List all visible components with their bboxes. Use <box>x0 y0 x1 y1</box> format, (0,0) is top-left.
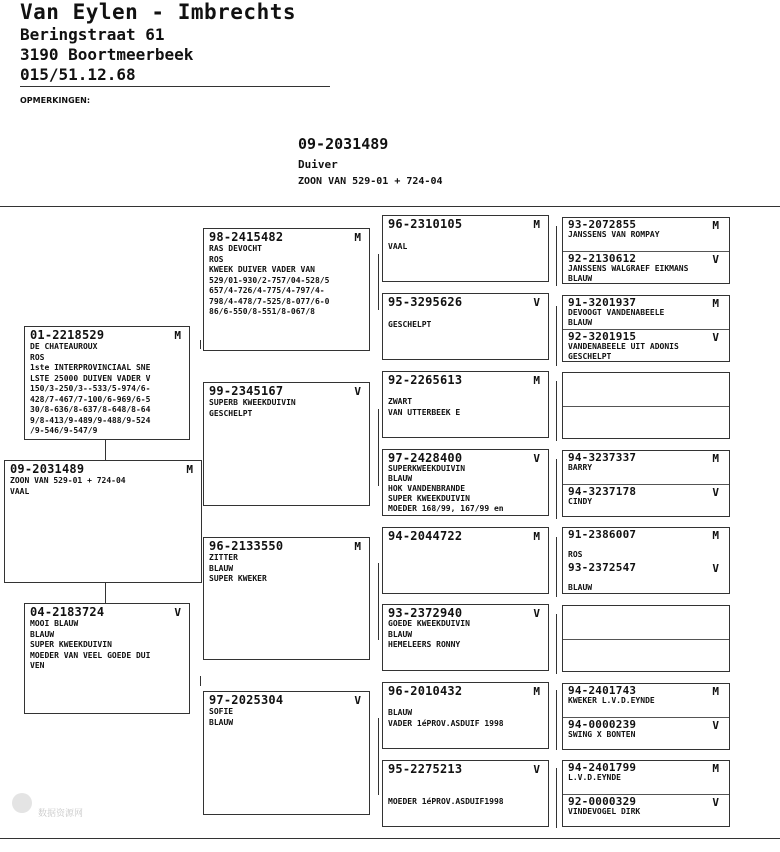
pedigree-box-gen3 <box>203 691 370 815</box>
sex-marker: V <box>712 252 719 266</box>
watermark-text: 数据资源网 <box>38 809 84 819</box>
pedigree-box-gen4 <box>382 371 549 438</box>
pedigree-box-sire <box>24 326 190 440</box>
header-divider <box>20 86 330 87</box>
connector <box>556 381 557 441</box>
owner-name: Van Eylen - Imbrechts <box>20 0 297 24</box>
sex-marker: M <box>712 452 719 465</box>
pedigree-box-gen3 <box>203 382 370 506</box>
sex-marker: V <box>533 763 540 776</box>
ring-number: 97-2428400 <box>388 451 463 465</box>
description: VAAL <box>388 242 408 251</box>
sex-marker: M <box>174 329 181 342</box>
sex-marker: M <box>186 463 193 476</box>
pedigree-box-gen4 <box>382 215 549 282</box>
sex-marker: M <box>712 297 719 310</box>
description: SUPERKWEEKDUIVIN BLAUW HOK VANDENBRANDE SUPER KWEEKDUIVIN MOEDER 168/99, 167/99 en <box>388 464 504 513</box>
ring-number: 93-2372940 <box>388 606 463 620</box>
connector <box>556 614 557 674</box>
ring-number: 94-2401743 <box>568 684 637 697</box>
ring-number: 96-2133550 <box>209 539 284 553</box>
watermark-bird-icon <box>12 793 32 813</box>
ring-number: 96-2010432 <box>388 684 463 698</box>
description: KWEKER L.V.D.EYNDE <box>568 696 655 705</box>
sex-marker: M <box>354 540 361 553</box>
ring-number: 95-3295626 <box>388 295 463 309</box>
ring-number: 98-2415482 <box>209 230 284 244</box>
pedigree-box-gen5 <box>562 760 730 827</box>
pedigree-box-gen5 <box>562 683 730 750</box>
ring-number: 92-2265613 <box>388 373 463 387</box>
description: ROS <box>568 550 583 559</box>
pedigree-box-gen5 <box>562 217 730 284</box>
description: SUPERB KWEEKDUIVIN GESCHELPT <box>209 398 296 418</box>
description: DE CHATEAUROUX ROS 1ste INTERPROVINCIAAL SNE LSTE 25000 DUIVEN VADER V 150/3-250/3--533/5-974/6- 428/7-467/7-100/6-969/6-5 30/8-636/8-637/8-648/8-64 9/8-413/9-489/9-488/9-524 /9-546/9-547/9 <box>30 342 151 435</box>
ring-number: 94-2044722 <box>388 529 463 543</box>
sex-marker: V <box>354 385 361 398</box>
bottom-divider <box>0 838 780 839</box>
pedigree-box-gen4 <box>382 682 549 749</box>
description: GESCHELPT <box>388 320 432 329</box>
sex-marker: V <box>354 694 361 707</box>
subject-name: Duiver <box>298 158 338 171</box>
sex-marker: V <box>712 718 719 732</box>
description: SWING X BONTEN <box>568 729 636 739</box>
subject-parents: ZOON VAN 529-01 + 724-04 <box>298 176 443 187</box>
connector <box>556 459 557 519</box>
description: JANSSENS VAN ROMPAY <box>568 230 660 239</box>
sex-marker: M <box>354 231 361 244</box>
owner-phone: 015/51.12.68 <box>20 65 136 84</box>
description: VINDEVOGEL DIRK <box>568 806 641 816</box>
sex-marker: V <box>533 607 540 620</box>
pedigree-box-gen3 <box>203 537 370 660</box>
pedigree-box-gen4 <box>382 604 549 671</box>
pedigree-box-gen5 <box>562 450 730 517</box>
sex-marker: V <box>712 795 719 809</box>
description: MOEDER 1éPROV.ASDUIF1998 <box>388 797 504 806</box>
ring-number: 94-0000239 <box>568 717 637 731</box>
sex-marker: M <box>712 762 719 775</box>
sex-marker: V <box>712 561 719 575</box>
pedigree-box-dam <box>24 603 190 714</box>
ring-number: 94-3237178 <box>568 484 637 498</box>
description: MOOI BLAUW BLAUW SUPER KWEEKDUIVIN MOEDER VAN VEEL GOEDE DUI VEN <box>30 619 151 670</box>
description: RAS DEVOCHT ROS KWEEK DUIVER VADER VAN 529/01-930/2-757/04-528/5 657/4-726/4-775/4-797/4- 798/4-478/7-525/8-077/6-0 86/6-550/8-551/8-067/8 <box>209 244 330 316</box>
ring-number: 93-2072855 <box>568 218 637 231</box>
pedigree-box-gen3 <box>203 228 370 351</box>
connector <box>378 409 379 486</box>
connector <box>378 718 379 795</box>
ring-number: 92-0000329 <box>568 794 637 808</box>
pedigree-box-subject <box>4 460 202 583</box>
description: SOFIE BLAUW <box>209 707 234 727</box>
description: ZOON VAN 529-01 + 724-04 VAAL <box>10 476 126 496</box>
sex-marker: M <box>533 218 540 231</box>
sex-marker: V <box>712 485 719 499</box>
ring-number: 09-2031489 <box>10 462 85 476</box>
sex-marker: M <box>533 685 540 698</box>
description: BLAUW <box>568 582 593 592</box>
connector <box>556 768 557 828</box>
ring-number: 96-2310105 <box>388 217 463 231</box>
description: GOEDE KWEEKDUIVIN BLAUW HEMELEERS RONNY <box>388 619 470 649</box>
description: BARRY <box>568 463 593 472</box>
ring-number: 92-3201915 <box>568 329 637 343</box>
connector <box>556 226 557 286</box>
description: ZWART VAN UTTERBEEK E <box>388 397 461 417</box>
sex-marker: V <box>533 296 540 309</box>
subject-ring: 09-2031489 <box>298 135 389 153</box>
connector <box>200 340 201 349</box>
pedigree-box-gen4 <box>382 449 549 516</box>
ring-number: 94-3237337 <box>568 451 637 464</box>
description: CINDY <box>568 496 593 506</box>
sex-marker: V <box>712 330 719 344</box>
pedigree-box-gen5-empty <box>562 372 730 439</box>
sex-marker: V <box>533 452 540 465</box>
ring-number: 91-2386007 <box>568 528 637 541</box>
sex-marker: M <box>533 374 540 387</box>
connector <box>105 439 106 461</box>
ring-number: 04-2183724 <box>30 605 105 619</box>
description: BLAUW VADER 1éPROV.ASDUIF 1998 <box>388 708 504 728</box>
sex-marker: M <box>712 219 719 232</box>
ring-number: 92-2130612 <box>568 251 637 265</box>
description: ZITTER BLAUW SUPER KWEKER <box>209 553 267 583</box>
ring-number: 94-2401799 <box>568 761 637 774</box>
ring-number: 99-2345167 <box>209 384 284 398</box>
ring-number: 95-2275213 <box>388 762 463 776</box>
remarks-label: OPMERKINGEN: <box>20 96 91 105</box>
sex-marker: M <box>533 530 540 543</box>
owner-city: 3190 Boortmeerbeek <box>20 45 194 64</box>
ring-number: 93-2372547 <box>568 560 637 574</box>
description: DEVOOGT VANDENABEELE BLAUW <box>568 308 665 327</box>
pedigree-box-gen4 <box>382 293 549 360</box>
pedigree-box-gen5 <box>562 295 730 362</box>
pedigree-box-gen5 <box>562 527 730 594</box>
sex-marker: M <box>712 529 719 542</box>
connector <box>200 676 201 686</box>
connector <box>556 537 557 597</box>
pedigree-box-gen4 <box>382 760 549 827</box>
pedigree-box-gen4 <box>382 527 549 594</box>
description: L.V.D.EYNDE <box>568 773 621 782</box>
sex-marker: V <box>174 606 181 619</box>
owner-street: Beringstraat 61 <box>20 25 165 44</box>
ring-number: 91-3201937 <box>568 296 637 309</box>
connector <box>378 563 379 640</box>
connector <box>105 582 106 604</box>
connector <box>556 690 557 750</box>
connector <box>556 306 557 366</box>
description: VANDENABEELE UIT ADONIS GESCHELPT <box>568 341 679 361</box>
ring-number: 97-2025304 <box>209 693 284 707</box>
sex-marker: M <box>712 685 719 698</box>
ring-number: 01-2218529 <box>30 328 105 342</box>
top-divider <box>0 206 780 207</box>
pedigree-box-gen5-empty <box>562 605 730 672</box>
description: JANSSENS WALGRAEF EIKMANS BLAUW <box>568 263 689 283</box>
connector <box>378 254 379 310</box>
